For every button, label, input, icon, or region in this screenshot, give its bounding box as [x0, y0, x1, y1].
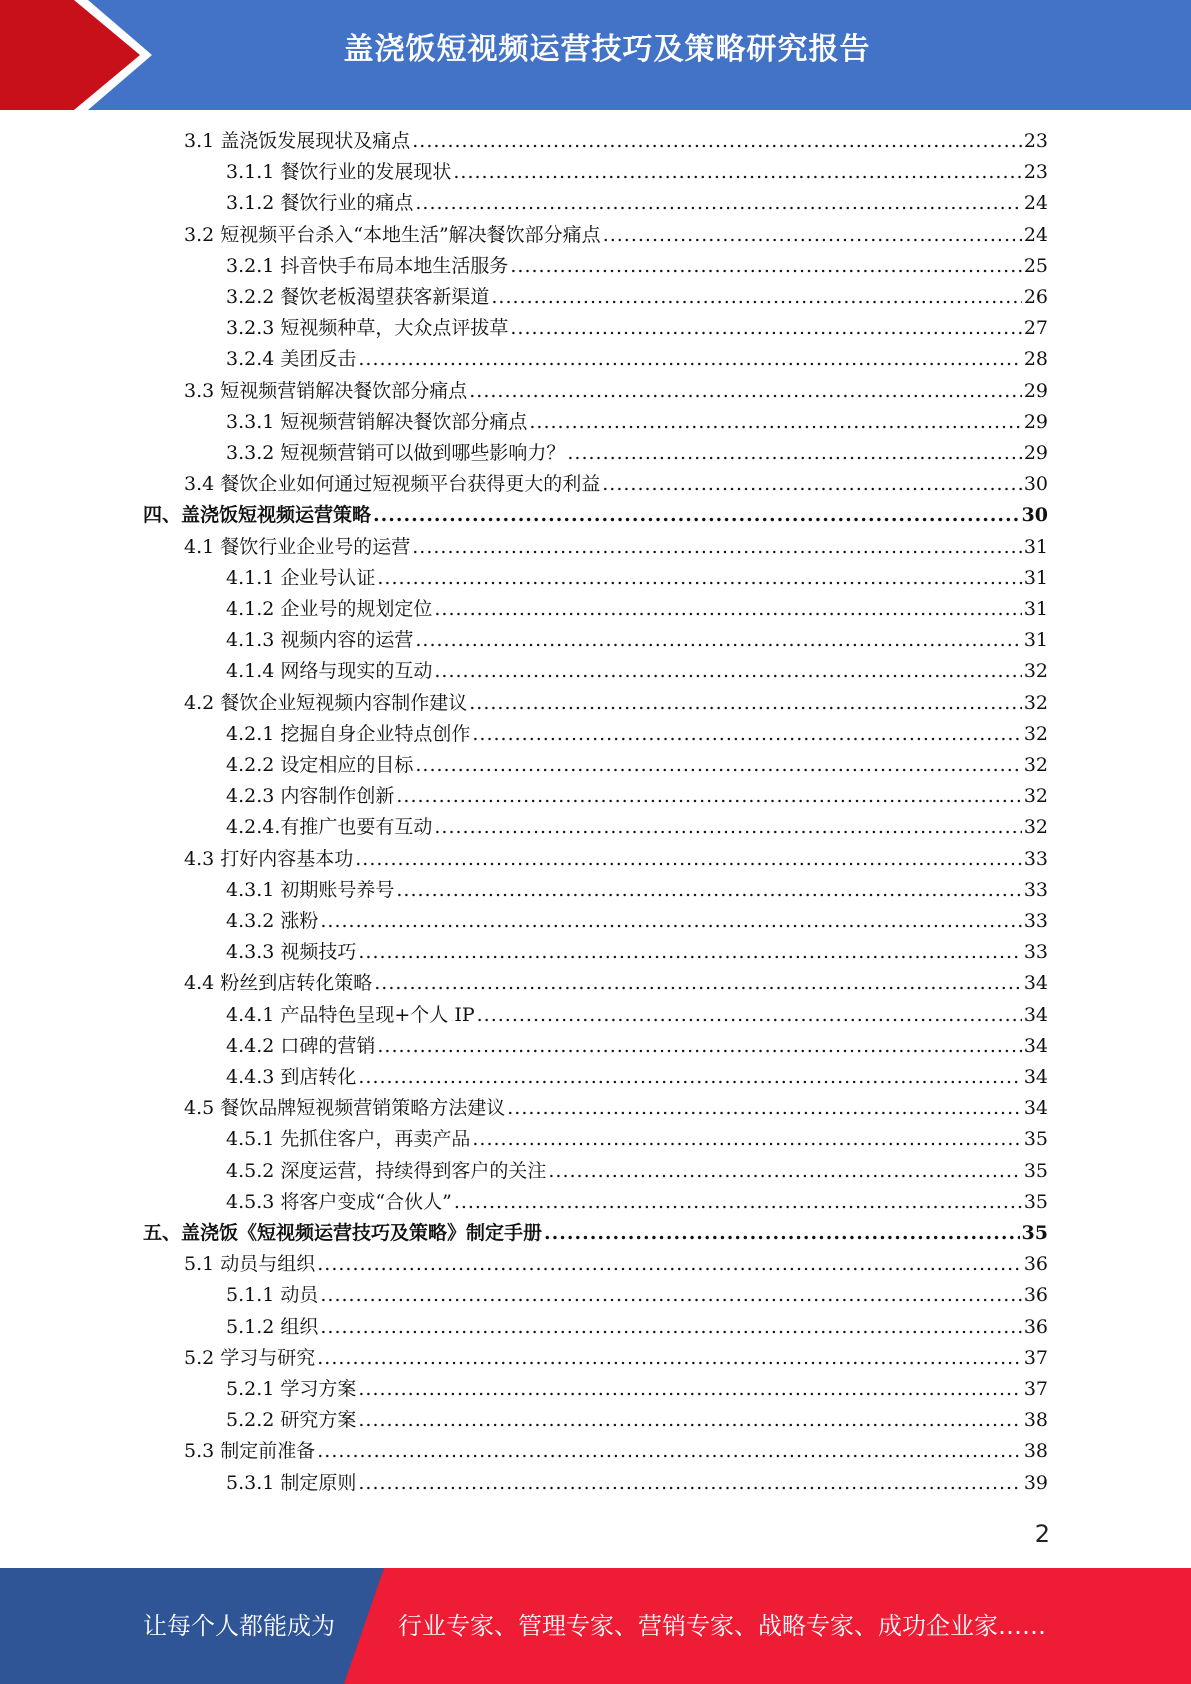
toc-dot-leader [358, 941, 1021, 963]
toc-entry-label: 4.4.3 到店转化 [226, 1066, 357, 1088]
toc-dot-leader [469, 692, 1022, 714]
toc-dot-leader [510, 255, 1021, 277]
toc-dot-leader [320, 910, 1021, 932]
toc-entry-page: 33 [1023, 910, 1048, 932]
toc-entry[interactable] [226, 1374, 1048, 1405]
page-number: 2 [1034, 1520, 1050, 1548]
toc-entry[interactable] [226, 282, 1048, 313]
toc-entry[interactable] [184, 220, 1048, 251]
toc-dot-leader [317, 1253, 1022, 1275]
toc-dot-leader [415, 192, 1021, 214]
toc-dot-leader [355, 848, 1022, 870]
toc-entry-page: 32 [1023, 723, 1048, 745]
toc-entry-page: 34 [1023, 1035, 1048, 1057]
toc-entry[interactable] [226, 1468, 1048, 1499]
toc-entry[interactable] [226, 407, 1048, 438]
toc-entry-page: 29 [1023, 411, 1048, 433]
toc-entry-page: 24 [1023, 224, 1048, 246]
toc-entry[interactable] [226, 594, 1048, 625]
toc-entry-page: 35 [1023, 1160, 1048, 1182]
toc-entry-label: 4.1 餐饮行业企业号的运营 [184, 536, 411, 558]
toc-dot-leader [472, 1128, 1021, 1150]
toc-entry-page: 39 [1023, 1472, 1048, 1494]
toc-entry-label: 3.2.4 美团反击 [226, 348, 357, 370]
toc-entry[interactable] [184, 844, 1048, 875]
toc-entry-page: 34 [1023, 1066, 1048, 1088]
toc-entry-page: 32 [1023, 816, 1048, 838]
toc-entry[interactable] [184, 968, 1048, 999]
toc-entry[interactable] [226, 781, 1048, 812]
toc-entry-label: 4.1.1 企业号认证 [226, 567, 376, 589]
toc-dot-leader [358, 1378, 1021, 1400]
toc-dot-leader [320, 1316, 1021, 1338]
toc-dot-leader [507, 1097, 1022, 1119]
toc-entry[interactable] [143, 1218, 1048, 1249]
footer-slogan-left: 让每个人都能成为 [143, 1612, 335, 1640]
toc-entry-label: 4.5.1 先抓住客户，再卖产品 [226, 1128, 471, 1150]
toc-dot-leader [454, 1191, 1022, 1213]
toc-entry-page: 36 [1023, 1253, 1048, 1275]
toc-entry[interactable] [226, 937, 1048, 968]
toc-entry[interactable] [226, 719, 1048, 750]
toc-dot-leader [373, 504, 1020, 526]
toc-dot-leader [434, 598, 1021, 620]
toc-entry[interactable] [184, 469, 1048, 500]
toc-dot-leader [358, 1066, 1021, 1088]
header-arrow-icon [0, 0, 160, 110]
toc-entry-label: 4.2.2 设定相应的目标 [226, 754, 414, 776]
toc-entry-page: 36 [1023, 1316, 1048, 1338]
toc-entry-page: 28 [1023, 348, 1048, 370]
toc-entry-page: 27 [1023, 317, 1048, 339]
toc-entry[interactable] [226, 313, 1048, 344]
toc-dot-leader [377, 1035, 1021, 1057]
toc-dot-leader [602, 473, 1022, 495]
toc-dot-leader [472, 723, 1021, 745]
toc-dot-leader [358, 1409, 1021, 1431]
toc-entry[interactable] [226, 1156, 1048, 1187]
toc-entry-label: 5.1 动员与组织 [184, 1253, 316, 1275]
toc-entry-label: 4.4.2 口碑的营销 [226, 1035, 376, 1057]
toc-dot-leader [491, 286, 1021, 308]
toc-entry-label: 4.5.2 深度运营，持续得到客户的关注 [226, 1160, 547, 1182]
toc-entry-label: 3.3 短视频营销解决餐饮部分痛点 [184, 380, 468, 402]
toc-entry-page: 29 [1023, 380, 1048, 402]
toc-entry[interactable] [226, 563, 1048, 594]
toc-entry-label: 五、盖浇饭《短视频运营技巧及策略》制定手册 [143, 1222, 543, 1244]
toc-entry[interactable] [226, 251, 1048, 282]
toc-entry-label: 5.2.1 学习方案 [226, 1378, 357, 1400]
toc-entry-label: 3.1.2 餐饮行业的痛点 [226, 192, 414, 214]
toc-entry-page: 34 [1023, 1097, 1048, 1119]
toc-entry-label: 5.1.2 组织 [226, 1316, 319, 1338]
toc-entry-page: 35 [1023, 1191, 1048, 1213]
toc-entry-label: 4.4.1 产品特色呈现+个人 IP [226, 1004, 475, 1026]
toc-dot-leader [415, 754, 1021, 776]
page-footer [0, 1568, 1191, 1684]
toc-dot-leader [434, 660, 1021, 682]
toc-dot-leader [317, 1347, 1022, 1369]
toc-entry-label: 4.3.3 视频技巧 [226, 941, 357, 963]
toc-entry[interactable] [226, 906, 1048, 937]
toc-entry-label: 4.1.4 网络与现实的互动 [226, 660, 433, 682]
toc-dot-leader [396, 879, 1021, 901]
toc-entry[interactable] [184, 688, 1048, 719]
toc-dot-leader [415, 629, 1021, 651]
toc-entry-page: 35 [1021, 1222, 1048, 1244]
toc-entry[interactable] [226, 157, 1048, 188]
toc-entry-label: 4.4 粉丝到店转化策略 [184, 972, 373, 994]
toc-entry[interactable] [184, 126, 1048, 157]
toc-entry[interactable] [226, 1312, 1048, 1343]
toc-dot-leader [374, 972, 1022, 994]
toc-entry[interactable] [226, 1187, 1048, 1218]
toc-dot-leader [434, 816, 1021, 838]
toc-entry-label: 4.3.1 初期账号养号 [226, 879, 395, 901]
toc-entry-page: 32 [1023, 660, 1048, 682]
toc-entry-label: 5.2 学习与研究 [184, 1347, 316, 1369]
toc-entry-label: 3.1 盖浇饭发展现状及痛点 [184, 130, 411, 152]
toc-entry-label: 4.2.1 挖掘自身企业特点创作 [226, 723, 471, 745]
toc-entry[interactable] [184, 1093, 1048, 1124]
toc-entry[interactable] [226, 812, 1048, 843]
toc-entry-page: 31 [1023, 567, 1048, 589]
toc-entry[interactable] [226, 1405, 1048, 1436]
toc-entry-label: 5.1.1 动员 [226, 1284, 319, 1306]
toc-dot-leader [603, 224, 1022, 246]
toc-entry-page: 23 [1023, 130, 1048, 152]
toc-entry-page: 34 [1023, 1004, 1048, 1026]
toc-entry-label: 四、盖浇饭短视频运营策略 [143, 504, 372, 526]
toc-entry-label: 4.2 餐饮企业短视频内容制作建议 [184, 692, 468, 714]
toc-entry-label: 3.2 短视频平台杀入“本地生活”解决餐饮部分痛点 [184, 224, 601, 246]
toc-dot-leader [477, 1004, 1022, 1026]
toc-dot-leader [453, 161, 1021, 183]
toc-entry-label: 4.1.2 企业号的规划定位 [226, 598, 433, 620]
toc-dot-leader [469, 380, 1022, 402]
toc-entry[interactable] [226, 188, 1048, 219]
toc-entry-page: 35 [1023, 1128, 1048, 1150]
toc-entry[interactable] [226, 1031, 1048, 1062]
toc-entry-label: 3.2.2 餐饮老板渴望获客新渠道 [226, 286, 490, 308]
toc-entry[interactable] [226, 438, 1048, 469]
toc-entry-label: 3.2.1 抖音快手布局本地生活服务 [226, 255, 509, 277]
toc-entry-label: 3.4 餐饮企业如何通过短视频平台获得更大的利益 [184, 473, 601, 495]
toc-entry[interactable] [184, 532, 1048, 563]
toc-entry[interactable] [226, 875, 1048, 906]
toc-entry-label: 3.2.3 短视频种草，大众点评拔草 [226, 317, 509, 339]
toc-dot-leader [377, 567, 1021, 589]
toc-dot-leader [548, 1160, 1021, 1182]
toc-entry-page: 32 [1023, 754, 1048, 776]
toc-dot-leader [412, 536, 1022, 558]
toc-entry-label: 5.3 制定前准备 [184, 1440, 316, 1462]
toc-entry-page: 33 [1023, 879, 1048, 901]
toc-dot-leader [320, 1284, 1021, 1306]
toc-entry-label: 4.1.3 视频内容的运营 [226, 629, 414, 651]
toc-entry-label: 5.3.1 制定原则 [226, 1472, 357, 1494]
toc-entry-page: 37 [1023, 1347, 1048, 1369]
toc-dot-leader [317, 1440, 1022, 1462]
toc-entry-label: 4.5.3 将客户变成“合伙人” [226, 1191, 452, 1213]
toc-entry-label: 4.2.3 内容制作创新 [226, 785, 395, 807]
toc-entry-label: 5.2.2 研究方案 [226, 1409, 357, 1431]
toc-dot-leader [358, 348, 1021, 370]
toc-entry-label: 4.3.2 涨粉 [226, 910, 319, 932]
document-title: 盖浇饭短视频运营技巧及策略研究报告 [343, 32, 871, 67]
toc-entry[interactable] [226, 1280, 1048, 1311]
toc-entry-label: 3.1.1 餐饮行业的发展现状 [226, 161, 452, 183]
toc-entry-page: 23 [1023, 161, 1048, 183]
toc-dot-leader [529, 411, 1021, 433]
toc-entry-page: 31 [1023, 536, 1048, 558]
toc-entry-page: 30 [1021, 504, 1048, 526]
toc-entry-page: 32 [1023, 785, 1048, 807]
toc-dot-leader [358, 1472, 1021, 1494]
toc-entry[interactable] [226, 1062, 1048, 1093]
toc-entry[interactable] [226, 1124, 1048, 1155]
toc-entry[interactable] [226, 344, 1048, 375]
toc-entry-page: 24 [1023, 192, 1048, 214]
toc-entry-label: 4.3 打好内容基本功 [184, 848, 354, 870]
toc-entry-page: 38 [1023, 1409, 1048, 1431]
toc-entry-page: 31 [1023, 629, 1048, 651]
toc-dot-leader [396, 785, 1021, 807]
toc-entry-page: 26 [1023, 286, 1048, 308]
toc-entry[interactable] [184, 1436, 1048, 1467]
toc-entry-page: 36 [1023, 1284, 1048, 1306]
toc-entry[interactable] [184, 376, 1048, 407]
toc-entry[interactable] [226, 656, 1048, 687]
toc-entry-page: 29 [1023, 442, 1048, 464]
toc-entry-page: 31 [1023, 598, 1048, 620]
footer-slogan-right: 行业专家、管理专家、营销专家、战略专家、成功企业家…… [398, 1612, 1046, 1640]
toc-dot-leader [412, 130, 1022, 152]
toc-entry-page: 34 [1023, 972, 1048, 994]
toc-entry[interactable] [226, 750, 1048, 781]
toc-entry[interactable] [226, 625, 1048, 656]
toc-dot-leader [510, 317, 1021, 339]
toc-entry[interactable] [184, 1343, 1048, 1374]
toc-entry-page: 38 [1023, 1440, 1048, 1462]
toc-entry-label: 4.5 餐饮品牌短视频营销策略方法建议 [184, 1097, 506, 1119]
page-header [0, 0, 1191, 110]
toc-entry-page: 33 [1023, 941, 1048, 963]
toc-dot-leader [544, 1222, 1020, 1244]
toc-entry-label: 3.3.2 短视频营销可以做到哪些影响力？ [226, 442, 566, 464]
toc-entry-label: 3.3.1 短视频营销解决餐饮部分痛点 [226, 411, 528, 433]
toc-entry-label: 4.2.4.有推广也要有互动 [226, 816, 433, 838]
toc-entry-page: 37 [1023, 1378, 1048, 1400]
toc-entry[interactable] [184, 1249, 1048, 1280]
toc-entry-page: 25 [1023, 255, 1048, 277]
toc-dot-leader [567, 442, 1021, 464]
toc-entry-page: 32 [1023, 692, 1048, 714]
toc-entry-page: 30 [1023, 473, 1048, 495]
toc-entry[interactable] [143, 500, 1048, 531]
toc-entry[interactable] [226, 1000, 1048, 1031]
toc-entry-page: 33 [1023, 848, 1048, 870]
